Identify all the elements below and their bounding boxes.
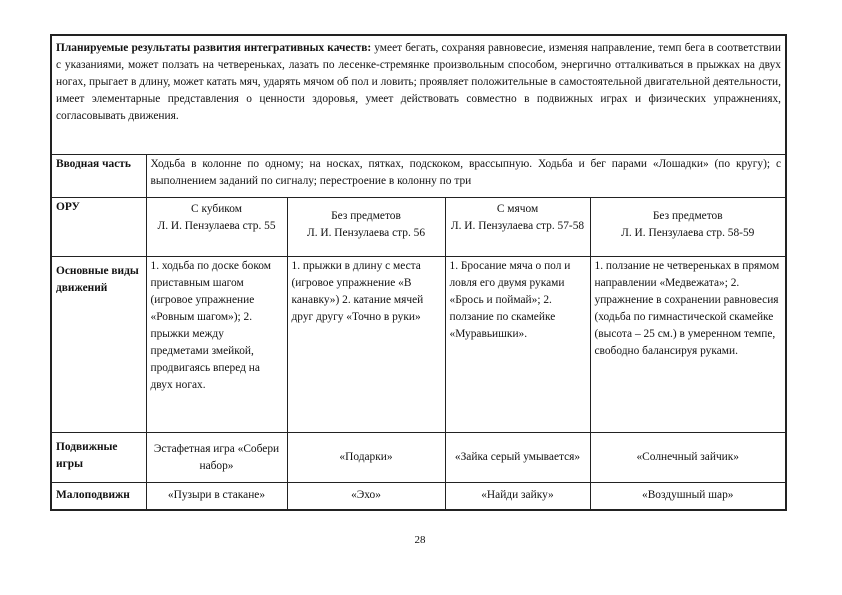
intro-row xyxy=(51,155,786,198)
oru-col-3 xyxy=(445,198,590,257)
calm-label: Малоподвижн xyxy=(51,483,146,510)
oru-col-3-title: С мячом xyxy=(496,203,539,215)
moves-label: Основные виды движений xyxy=(51,257,146,433)
results-text: умеет бегать, сохраняя равновесие, изменяя направление, темп бега в соответствии с указаниями, может ползать на четвереньках, лазать по лесенке-стремянке произвольным способом, энергично отталкиваться в прыжках на двух ногах, прыгает в длину, может катать мяч, ударять мячом об пол и ловить; проявляет положительные в самостоятельной двигательной деятельности, имеет элементарные представления о ценности здоровья, умеет действовать совместно в подвижных играх и физических упражнениях, согласовывать движения. xyxy=(56,42,781,122)
games-row xyxy=(51,433,786,483)
oru-col-4-ref: Л. И. Пензулаева стр. 58-59 xyxy=(621,227,755,239)
oru-col-4 xyxy=(590,198,786,257)
games-col-4: «Солнечный зайчик» xyxy=(590,433,786,483)
oru-label: ОРУ xyxy=(51,198,146,257)
games-col-1: Эстафетная игра «Собери набор» xyxy=(146,433,287,483)
oru-col-2-ref: Л. И. Пензулаева стр. 56 xyxy=(306,227,426,239)
calm-row xyxy=(51,483,786,510)
oru-row xyxy=(51,198,786,257)
intro-label: Вводная часть xyxy=(51,155,146,198)
moves-col-3: 1. Бросание мяча о пол и ловля его двумя руками «Брось и поймай»; 2. ползание по скамейке «Муравьишки». xyxy=(445,257,590,433)
moves-col-2: 1. прыжки в длину с места (игровое упражнение «В канавку») 2. катание мячей друг другу «Точно в руки» xyxy=(287,257,445,433)
calm-col-4: «Воздушный шар» xyxy=(590,483,786,510)
oru-col-1 xyxy=(146,198,287,257)
results-cell xyxy=(51,35,786,155)
games-label: Подвижные игры xyxy=(51,433,146,483)
moves-row xyxy=(51,257,786,433)
results-row xyxy=(51,35,786,155)
oru-col-1-ref: Л. И. Пензулаева стр. 55 xyxy=(157,220,276,232)
games-col-3: «Зайка серый умывается» xyxy=(445,433,590,483)
calm-col-2: «Эхо» xyxy=(287,483,445,510)
oru-col-2 xyxy=(287,198,445,257)
oru-col-2-title: Без предметов xyxy=(331,210,401,222)
moves-col-1: 1. ходьба по доске боком приставным шагом (игровое упражнение «Ровным шагом»); 2. прыжки между предметами змейкой, продвигаясь вперед на двух ногах. xyxy=(146,257,287,433)
page-number: 28 xyxy=(414,534,426,546)
games-col-2: «Подарки» xyxy=(287,433,445,483)
calm-col-3: «Найди зайку» xyxy=(445,483,590,510)
moves-col-4: 1. ползание не четвереньках в прямом направлении «Медвежата»; 2. упражнение в сохранении равновесия (ходьба по гимнастической скамейке (высота – 25 см.) в умеренном темпе, свободно балансируя руками. xyxy=(590,257,786,433)
calm-col-1: «Пузыри в стакане» xyxy=(146,483,287,510)
oru-col-1-title: С кубиком xyxy=(191,203,242,215)
results-label: Планируемые результаты развития интегративных качеств: xyxy=(56,42,372,54)
intro-text: Ходьба в колонне по одному; на носках, пятках, подскоком, врассыпную. Ходьба и бег парами «Лошадки» (по кругу); с выполнением заданий по сигналу; перестроение в колонну по три xyxy=(146,155,786,198)
oru-col-3-ref: Л. И. Пензулаева стр. 57-58 xyxy=(450,220,585,232)
lesson-plan-table xyxy=(50,34,787,511)
oru-col-4-title: Без предметов xyxy=(652,210,723,222)
